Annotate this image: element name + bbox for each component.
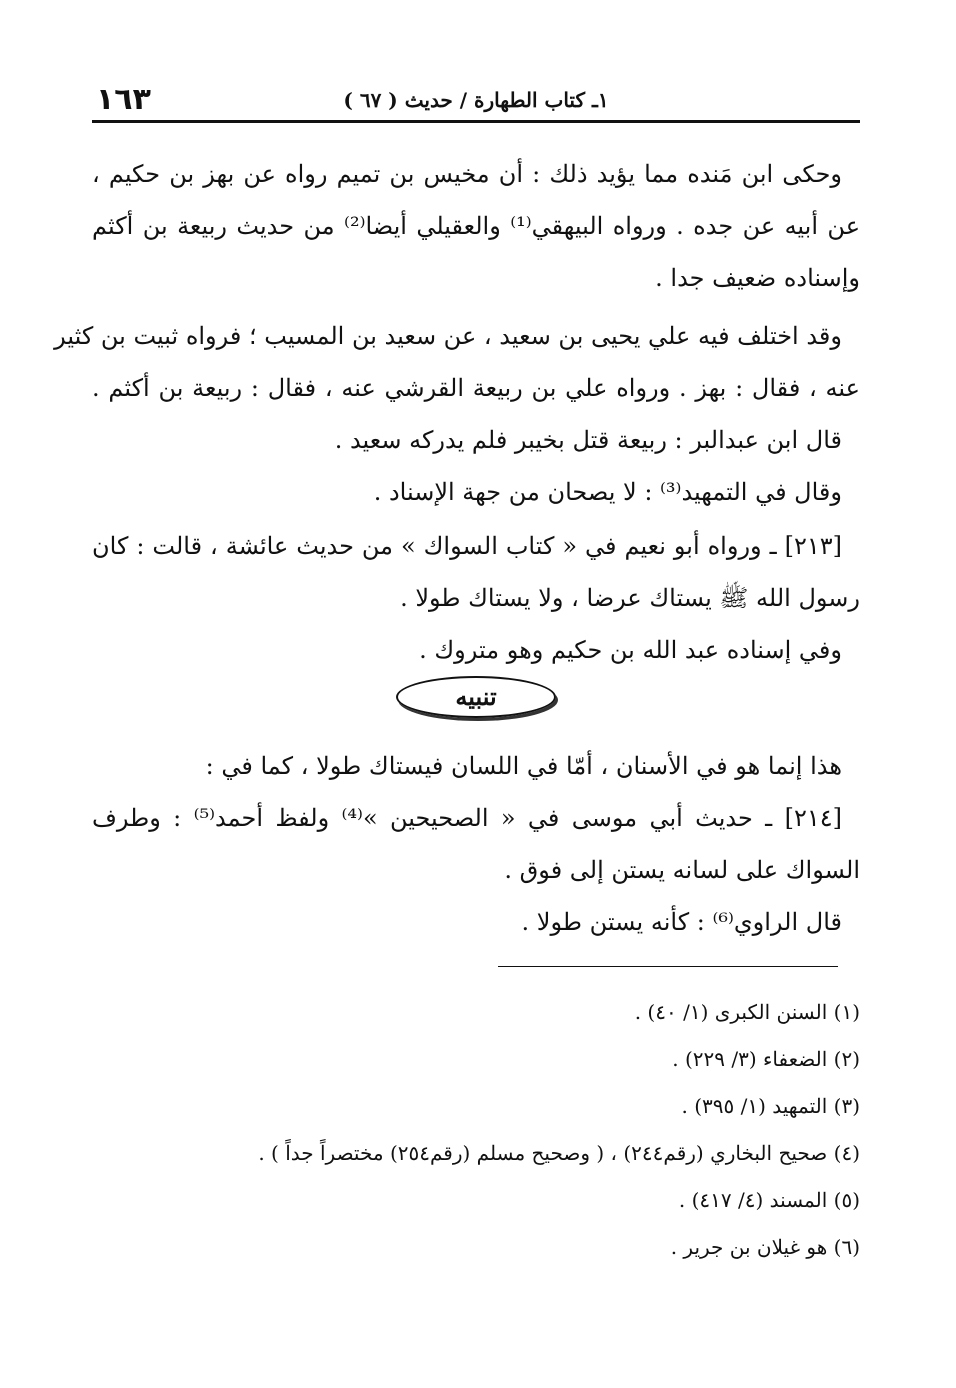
text-line: [٢١٤] ـ حديث أبي موسى في « الصحيحين »⁽⁴⁾ ولفظ أحمد⁽⁵⁾ : وطرف: [92, 804, 842, 832]
footnote: (٢) الضعفاء (٣/ ٢٢٩) .: [672, 1047, 860, 1071]
text-line: وقد اختلف فيه علي يحيى بن سعيد ، عن سعيد بن المسيب ؛ فرواه ثبيت بن كثير: [54, 322, 842, 350]
running-head: ١ـ كتاب الطهارة / حديث ( ٦٧ ): [343, 88, 609, 112]
text-line: عنه ، فقال : بهز . ورواه علي بن ربيعة القرشي عنه ، فقال : ربيعة بن أكثم .: [92, 374, 860, 402]
footnote: (٣) التمهيد (١/ ٣٩٥) .: [681, 1094, 860, 1118]
text-line: قال ابن عبدالبر : ربيعة قتل بخيبر فلم يدركه سعيد .: [334, 426, 842, 454]
section-heading-wrap: [92, 676, 860, 730]
text-line: رسول الله ﷺ يستاك عرضا ، ولا يستاك طولا .: [400, 584, 860, 612]
footnote: (١) السنن الكبرى (١/ ٤٠) .: [634, 1000, 860, 1024]
text-line: هذا إنما هو في الأسنان ، أمّا في اللسان فيستاك طولا ، كما في :: [205, 752, 842, 780]
text-line: [٢١٣] ـ ورواه أبو نعيم في « كتاب السواك » من حديث عائشة ، قالت : كان: [92, 532, 842, 560]
text-line: قال الراوي⁽⁶⁾ : كأنه يستن طولا .: [521, 908, 842, 936]
footnote: (٥) المسند (٤/ ٤١٧) .: [678, 1188, 860, 1212]
page-number: ١٦٣: [96, 82, 151, 117]
text-line: السواك على لسانه يستن إلى فوق .: [504, 856, 860, 884]
footnote: (٦) هو غيلان بن جرير .: [670, 1235, 860, 1259]
text-line: وفي إسناده عبد الله بن حكيم وهو متروك .: [419, 636, 842, 664]
text-line: وإسناده ضعيف جدا .: [655, 264, 860, 292]
text-line: عن أبيه عن جده . ورواه البيهقي⁽¹⁾ والعقيلي أيضا⁽²⁾ من حديث ربيعة بن أكثم: [92, 212, 861, 240]
footnote: (٤) صحيح البخاري (رقم٢٤٤) ، ( وصحيح مسلم (رقم٢٥٤) مختصراً جداً ) .: [258, 1141, 860, 1165]
text-line: وقال في التمهيد⁽³⁾ : لا يصحان من جهة الإسناد .: [373, 478, 842, 506]
footnote-separator: [498, 966, 838, 967]
text-line: وحكى ابن مَنده مما يؤيد ذلك : أن مخيس بن تميم رواه عن بهز بن حكيم ،: [92, 160, 842, 188]
section-heading: تنبيه: [396, 676, 556, 718]
page-header: [92, 82, 860, 123]
